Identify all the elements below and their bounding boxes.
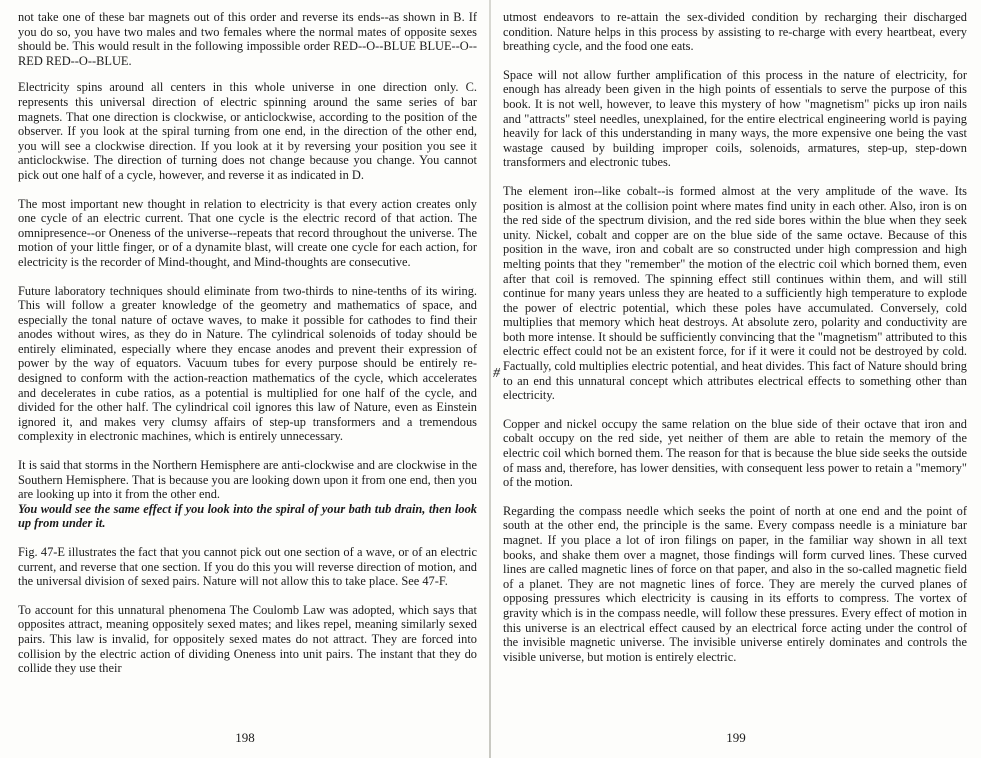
paragraph: Copper and nickel occupy the same relation on the blue side of their octave that iron and cobalt occupy on the red side, yet neither of them are able to retain the memory of the electric coil which borned them. The reason for that is because the blue side seeks the outside of mass and, therefore, has lower densities, with consequent less power to retain a "memory" of the motion. bbox=[503, 416, 967, 490]
paragraph: The element iron--like cobalt--is formed almost at the very amplitude of the wave. Its position is almost at the collision point where mates find unity in each other. Also, iron is on the red side of the spectrum division, and the red side bores within the blue when they seek unity. Nickel, cobalt and copper are on the blue side of the same octave. Because of this position in the wave, iron and cobalt are so constructed under high compression and high melting points that they "remember" the motion of the electric coil which borned them, even after that coil is removed. The spinning effect still continues within them, and will still continue for many years unless they are heated to a sufficiently high temperature to explode the power of electric potential, which these poles have accumulated. Conversely, cold multiplies that memory which heat destroys. At absolute zero, polarity and conductivity are both more intense. It should be sufficiently convincing that the "magnetism" attributed to this electric effect could not be an existent force, for if it were it could not be destroyed by cold. Factually, cold multiplies electric potential, and heat divides. This fact of Nature should bring to an end this unnatural concept which attributes electrical effects to something other than electricity. bbox=[503, 183, 967, 403]
emphasis-paragraph bbox=[18, 502, 477, 531]
paragraph: The most important new thought in relation to electricity is that every action creates only one cycle of an electric current. That one cycle is the electric record of that action. The omnipresence--or Oneness of the universe--repeats that record throughout the universe. The motion of your little finger, or of a dynamite blast, will create one cycle for each action, for electricity is the recorder of Mind-thought, and Mind-thoughts are consecutive. bbox=[18, 196, 477, 269]
paragraph: It is said that storms in the Northern Hemisphere are anti-clockwise and are clockwise in the Southern Hemisphere. That is because you are looking down upon it from one end, then you are looking up into it from the other end. bbox=[18, 458, 477, 502]
emphasis-text: You would see the same effect if you look into the spiral of your bath tub drain, then look up from under it. bbox=[18, 501, 477, 531]
paragraph-wrapper bbox=[493, 183, 967, 403]
paragraph: Fig. 47-E illustrates the fact that you cannot pick out one section of a wave, or of an electric current, and reverse that one section. If you do this you will reverse direction of motion, and the universal division of sexed pairs. Nature will not allow this to take place. See 47-F. bbox=[18, 545, 477, 589]
paragraph: To account for this unnatural phenomena The Coulomb Law was adopted, which says that opposites attract, meaning oppositely sexed mates; and likes repel, meaning similarly sexed pairs. This law is invalid, for oppositely sexed mates do not attract. They are forced into collision by the electric action of dividing Oneness into unit pairs. The instant that they do collide they use their bbox=[18, 602, 477, 676]
page-number: 199 bbox=[726, 730, 746, 745]
margin-mark: # bbox=[493, 365, 500, 381]
paragraph: utmost endeavors to re-attain the sex-divided condition by recharging their discharged condition. Nature helps in this process by assisting to re-charge with every heartbeat, every breathing cycle, and the food one eats. bbox=[503, 10, 967, 54]
paragraph: Future laboratory techniques should eliminate from two-thirds to nine-tenths of its wiring. This will follow a greater knowledge of the geometry and mathematics of space, and especially the tonal nature of octave waves, to make it possible for cathodes to find their anodes without wires, as they do in Nature. The cylindrical solenoids of today should be entirely eliminated, especially where they encase anodes and prevent their expression of power by the way of equators. Vacuum tubes for every purpose should be entirely re-designed to conform with the action-reaction mathematics of the cycle, which accelerates and decelerates in cube ratios, as a potential is multiplied for one half of the cycle, and divided for the other half. The cylindrical coil ignores this law of Nature, even as Einstein ignored it, and makes very clumsy affairs of step-up transformers and a tremendous complexity in electronic machines, which is entirely unnecessary. bbox=[18, 283, 477, 444]
paragraph: Regarding the compass needle which seeks the point of north at one end and the point of south at the other end, the principle is the same. Every compass needle is a miniature bar magnet. If you place a lot of iron filings on paper, in the familiar way shown in all text books, and shake them over a magnet, those findings will form curved lines. These curved lines are called magnetic lines of force on that paper, and also in the so-called magnetic field of a planet. They are not magnetic lines of force. They are merely the curved planes of opposing pressures which electricity is causing in its efforts to compress. The vortex of gravity which is in the compass needle, will follow these pressures. Every effect of motion in this universe is an electrical effect caused by an electrical force acting under the control of the invisible magnetic universe. The invisible universe entirely dominates and controls the visible universe, but motion is entirely electric. bbox=[503, 503, 967, 664]
page-number: 198 bbox=[235, 730, 255, 745]
paragraph: Electricity spins around all centers in this whole universe in one direction only. C. represents this universal direction of electric spinning around the same series of bar magnets. That one direction is clockwise, or anticlockwise, according to the position of the observer. If you look at the spiral turning from one end, in the direction of the other end, you will see a clockwise direction. If you look at it by reversing your position you see it anticlockwise. The direction of turning does not change because you change. You cannot pick out one half of a cycle, however, and reverse it as indicated in D. bbox=[18, 80, 477, 182]
paragraph: Space will not allow further amplification of this process in the nature of electricity, for enough has already been given in the high points of essentials to serve the purpose of this book. It is not well, however, to leave this mystery of how "magnetism" picks up iron nails and "attracts" steel needles, unexplained, for the entire electrical engineering world is paying heavily for lack of this understanding in many ways, the more expensive one being the vast wastage caused by building improper coils, solenoids, armatures, step-up, step-down transformers and electronic tubes. bbox=[503, 67, 967, 170]
left-page bbox=[0, 6, 490, 758]
paragraph: not take one of these bar magnets out of this order and reverse its ends--as shown in B. If you do so, you have two males and two females where the normal mates of opposite sexes should be. This would result in the following impossible order RED--O--BLUE BLUE--O--RED RED--O--BLUE. bbox=[18, 10, 477, 68]
right-page bbox=[491, 6, 981, 758]
